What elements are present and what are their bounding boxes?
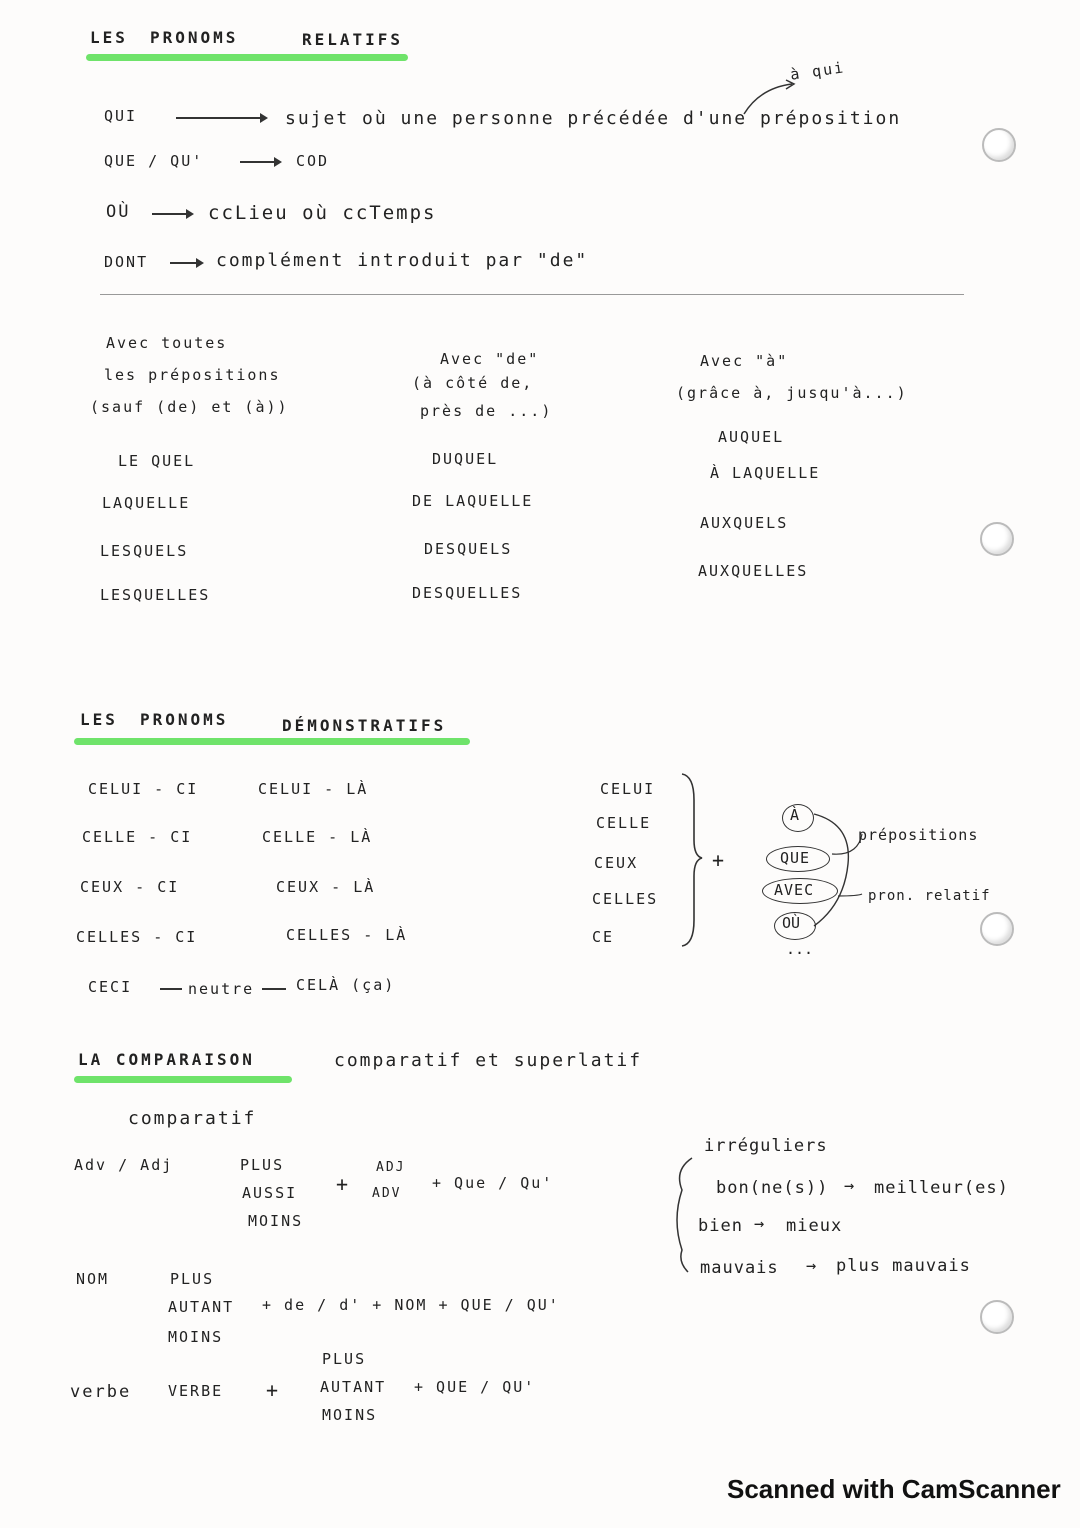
section-subtitle: comparatif et superlatif — [334, 1050, 643, 1071]
celle-la: CELLE - LÀ — [262, 828, 373, 846]
verbe-label: verbe — [70, 1382, 132, 1402]
verbe-term: MOINS — [322, 1406, 378, 1424]
auxquelles: AUXQUELLES — [698, 562, 809, 580]
auquel: AUQUEL — [718, 428, 785, 446]
neutre-label: neutre — [188, 980, 255, 998]
nom-term: MOINS — [168, 1328, 224, 1346]
col1-head-line: Avec toutes — [106, 334, 228, 352]
col3-head-line: Avec "à" — [700, 352, 789, 370]
section-title-word: PRONOMS — [140, 710, 229, 729]
celles-la: CELLES - LÀ — [286, 926, 408, 944]
arrow-icon — [240, 161, 280, 163]
section-title-word: RELATIFS — [302, 30, 404, 49]
col2-head-line: Avec "de" — [440, 350, 540, 368]
verbe-cap-label: VERBE — [168, 1382, 224, 1400]
term-ou: OÙ — [106, 202, 131, 222]
desquels: DESQUELS — [424, 540, 513, 558]
prepositions-label: prépositions — [858, 826, 979, 844]
a-qui-note: à qui — [789, 58, 847, 84]
curly-brace-icon — [676, 770, 706, 950]
section-title: LA COMPARAISON — [78, 1050, 255, 1069]
desquelles: DESQUELLES — [412, 584, 523, 602]
auxquels: AUXQUELS — [700, 514, 789, 532]
lesquelles: LESQUELLES — [100, 586, 211, 604]
section-title-word: PRONOMS — [150, 28, 239, 47]
term-dont: DONT — [104, 253, 149, 271]
irr-a: bon(ne(s)) — [716, 1178, 829, 1198]
celui-ci: CELUI - CI — [88, 780, 199, 798]
celle-ci: CELLE - CI — [82, 828, 193, 846]
adv-adj-label: Adv / Adj — [74, 1156, 174, 1174]
de-laquelle: DE LAQUELLE — [412, 492, 534, 510]
irr-b: meilleur(es) — [874, 1178, 1009, 1198]
circled-a: À — [790, 806, 800, 824]
irr-b: plus mauvais — [836, 1256, 971, 1276]
arrow-icon — [170, 262, 202, 264]
dash — [160, 988, 182, 990]
def-ou: ccLieu où ccTemps — [208, 202, 437, 224]
stack-celle: CELLE — [596, 814, 652, 832]
verbe-term: AUTANT — [320, 1378, 387, 1396]
def-dont: complément introduit par "de" — [216, 250, 589, 271]
plus-sign: + — [712, 848, 727, 872]
term-qui: QUI — [104, 107, 138, 125]
section-title-word: LES — [80, 710, 118, 729]
nom-label: NOM — [76, 1270, 110, 1288]
col1-head-line: les prépositions — [104, 366, 281, 384]
adv-term: AUSSI — [242, 1184, 298, 1202]
duquel: DUQUEL — [432, 450, 499, 468]
lesquels: LESQUELS — [100, 542, 189, 560]
irreguliers-label: irréguliers — [704, 1136, 828, 1156]
adv-label: ADV — [372, 1186, 402, 1201]
term-que: QUE / QU' — [104, 152, 204, 170]
que-qu-label: + Que / Qu' — [432, 1174, 554, 1192]
nom-term: AUTANT — [168, 1298, 235, 1316]
dash — [262, 988, 286, 990]
verbe-term: PLUS — [322, 1350, 367, 1368]
nom-term: PLUS — [170, 1270, 215, 1288]
verbe-formula: + QUE / QU' — [414, 1378, 536, 1396]
highlight-underline — [74, 1076, 292, 1083]
ceux-la: CEUX - LÀ — [276, 878, 376, 896]
lequel: LE QUEL — [118, 452, 196, 470]
irr-a: mauvais — [700, 1258, 779, 1278]
ceci: CECI — [88, 978, 133, 996]
col1-head-line: (sauf (de) et (à)) — [90, 398, 289, 416]
section-title-word: LES — [90, 28, 128, 47]
stack-ceux: CEUX — [594, 854, 639, 872]
arrow-icon — [152, 213, 192, 215]
section-title-word: DÉMONSTRATIFS — [282, 716, 447, 735]
highlight-underline — [74, 738, 470, 745]
laquelle: LAQUELLE — [102, 494, 191, 512]
a-laquelle: À LAQUELLE — [710, 464, 821, 482]
stack-ce: CE — [592, 928, 615, 946]
col2-head-line: près de ...) — [420, 402, 553, 420]
grouping-arcs-icon — [812, 804, 864, 934]
comparatif-label: comparatif — [128, 1108, 257, 1129]
binder-hole — [980, 522, 1014, 556]
col2-head-line: (à côté de, — [412, 374, 534, 392]
circled-avec: AVEC — [774, 881, 815, 899]
binder-hole — [980, 912, 1014, 946]
col3-head-line: (grâce à, jusqu'à...) — [676, 384, 908, 402]
arrow-glyph: → — [754, 1214, 765, 1234]
irr-a: bien — [698, 1216, 743, 1236]
adj-label: ADJ — [376, 1160, 406, 1175]
pron-relatif-label: pron. relatif — [868, 888, 991, 904]
binder-hole — [982, 128, 1016, 162]
nom-formula: + de / d' + NOM + QUE / QU' — [262, 1296, 560, 1314]
arrow-glyph: → — [844, 1176, 855, 1196]
def-que: COD — [296, 152, 330, 170]
binder-hole — [980, 1300, 1014, 1334]
plus-sign: + — [266, 1378, 281, 1402]
highlight-underline — [86, 54, 408, 61]
ellipsis: ... — [786, 940, 814, 958]
ceux-ci: CEUX - CI — [80, 878, 180, 896]
divider — [100, 294, 964, 295]
adv-term: PLUS — [240, 1156, 285, 1174]
scanner-watermark: Scanned with CamScanner — [727, 1474, 1061, 1504]
circled-que: QUE — [780, 849, 811, 867]
plus-sign: + — [336, 1172, 351, 1196]
arrow-glyph: → — [806, 1256, 817, 1276]
stack-celles: CELLES — [592, 890, 659, 908]
celui-la: CELUI - LÀ — [258, 780, 369, 798]
cela: CELÀ (ça) — [296, 976, 396, 994]
celles-ci: CELLES - CI — [76, 928, 198, 946]
stack-celui: CELUI — [600, 780, 656, 798]
adv-term: MOINS — [248, 1212, 304, 1230]
circled-ou: OÙ — [782, 914, 801, 932]
arrow-icon — [176, 117, 266, 119]
irr-b: mieux — [786, 1216, 843, 1236]
def-qui: sujet où une personne précédée d'une préposition — [285, 108, 902, 129]
